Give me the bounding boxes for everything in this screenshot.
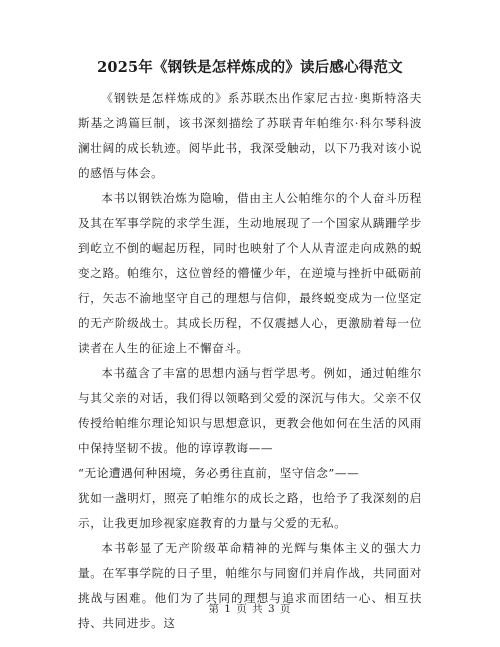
page-number-footer: 第 1 页 共 3 页 bbox=[208, 603, 292, 615]
paragraph-growth: 本书以钢铁冶炼为隐喻，借由主人公帕维尔的个人奋斗历程及其在军事学院的求学生涯，生动地展现了一个国家从蹒跚学步到屹立不倒的崛起历程，同时也映射了个人从青涩走向成熟的蜕变之路。帕维尔，这位曾经的懵懂少年，在逆境与挫折中砥砺前行，矢志不渝地坚守自己的理想与信仰，最终蜕变成为一位坚定的无产阶级战士。其成长历程，不仅震撼人心，更激励着每一位读者在人生的征途上不懈奋斗。 bbox=[78, 191, 422, 355]
paragraph-intro: 《钢铁是怎样炼成的》系苏联杰出作家尼古拉·奥斯特洛夫斯基之鸿篇巨制，该书深刻描绘了苏联青年帕维尔·科尔琴科波澜壮阔的成长轨迹。阅毕此书，我深受触动，以下乃我对该小说的感悟与体会。 bbox=[78, 91, 422, 180]
paragraph-father: 本书蕴含了丰富的思想内涵与哲学思考。例如，通过帕维尔与其父亲的对话，我们得以领略到父爱的深沉与伟大。父亲不仅传授给帕维尔理论知识与思想意识，更教会他如何在生活的风雨中保持坚韧不拔。他的谆谆教诲—— bbox=[78, 366, 422, 455]
quote-line: “无论遭遇何种困境，务必勇往直前，坚守信念”—— bbox=[78, 466, 360, 480]
paragraph-collectivism: 本书彰显了无产阶级革命精神的光辉与集体主义的强大力量。在军事学院的日子里，帕维尔与同窗们并肩作战，共同面对挑战与困难。他们为了共同的理想与追求而团结一心、相互扶持、共同进步。这 bbox=[78, 541, 422, 630]
document-title: 2025年《钢铁是怎样炼成的》读后感心得范文 bbox=[97, 59, 403, 76]
paragraph-quote-continuation: 犹如一盏明灯，照亮了帕维尔的成长之路，也给予了我深刻的启示，让我更加珍视家庭教育的力量与父爱的无私。 bbox=[78, 491, 422, 530]
